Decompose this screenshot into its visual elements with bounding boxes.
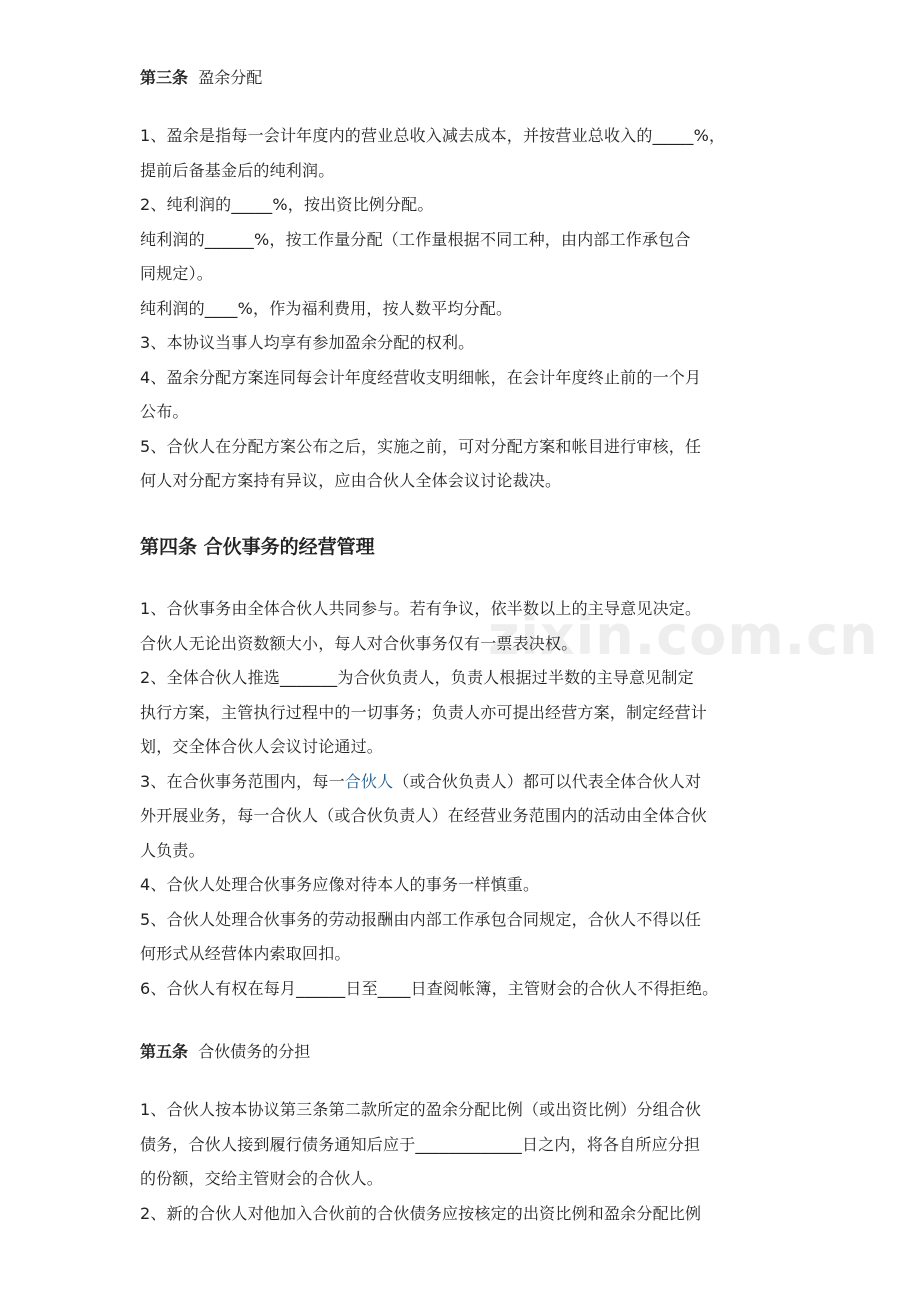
article-3-workload-line-2: 同规定）。 (140, 264, 214, 283)
article-5-clause-1-line-3: 的份额，交给主管财会的合伙人。 (140, 1169, 384, 1188)
article-4-clause-3-suffix: （或合伙负责人）都可以代表全体合伙人对 (393, 771, 702, 791)
article-3-workload-line-1: 纯利润的______%，按工作量分配（工作量根据不同工种，由内部工作承包合 (140, 229, 691, 249)
article-4-heading: 第四条 合伙事务的经营管理 (140, 536, 375, 558)
watermark: zixin.com.cn (488, 604, 879, 667)
article-5-clause-1-line-2: 债务，合伙人接到履行债务通知后应于_____________日之内，将各自所应分担 (140, 1134, 701, 1154)
article-3-clause-1-line-1: 1、盈余是指每一会计年度内的营业总收入减去成本，并按营业总收入的_____%， (140, 126, 726, 145)
article-3-clause-4-line-2: 公布。 (140, 402, 189, 421)
article-3-clause-5-line-1: 5、合伙人在分配方案公布之后，实施之前，可对分配方案和帐目进行审核，任 (140, 436, 702, 456)
article-3-clause-1-line-2: 提前后备基金后的纯利润。 (140, 160, 335, 180)
article-5-heading (140, 1040, 310, 1064)
article-5-title: 合伙债务的分担 (198, 1042, 311, 1061)
article-4-clause-6: 6、合伙人有权在每月______日至____日查阅帐簿，主管财会的合伙人不得拒绝。 (140, 978, 719, 998)
article-3-title: 盈余分配 (198, 68, 263, 87)
article-5-clause-2-line-1: 2、新的合伙人对他加入合伙前的合伙债务应按核定的出资比例和盈余分配比例 (140, 1203, 702, 1223)
article-4-clause-3-line-3: 人负责。 (140, 840, 205, 860)
article-4-clause-1-line-1: 1、合伙事务由全体合伙人共同参与。若有争议，依半数以上的主导意见决定。 (140, 599, 702, 618)
article-3-clause-3: 3、本协议当事人均享有参加盈余分配的权利。 (140, 333, 475, 352)
article-4-clause-4: 4、合伙人处理合伙事务应像对待本人的事务一样慎重。 (140, 875, 540, 894)
article-3-body (140, 119, 725, 499)
article-3-number: 第三条 (140, 68, 189, 87)
article-4-clause-1-line-2: 合伙人无论出资数额大小，每人对合伙事务仅有一票表决权。 (140, 633, 578, 653)
article-5-number: 第五条 (140, 1042, 189, 1061)
article-3-clause-4-line-1: 4、盈余分配方案连同每会计年度经营收支明细帐，在会计年度终止前的一个月 (140, 367, 702, 387)
article-3-clause-2: 2、纯利润的_____%，按出资比例分配。 (140, 195, 434, 214)
article-4-clause-3-prefix: 3、在合伙事务范围内，每一 (140, 771, 345, 791)
article-4-clause-3-line-1 (140, 765, 718, 800)
article-3-welfare: 纯利润的____%，作为福利费用，按人数平均分配。 (140, 298, 513, 318)
article-4-clause-2-line-2: 执行方案，主管执行过程中的一切事务；负责人亦可提出经营方案，制定经营计 (140, 702, 708, 722)
article-4-clause-5-line-1: 5、合伙人处理合伙事务的劳动报酬由内部工作承包合同规定，合伙人不得以任 (140, 909, 702, 929)
article-3-clause-5-line-2: 何人对分配方案持有异议，应由合伙人全体会议讨论裁决。 (140, 471, 562, 490)
article-5-clause-1-line-1: 1、合伙人按本协议第三条第二款所定的盈余分配比例（或出资比例）分组合伙 (140, 1100, 702, 1119)
article-5-body (140, 1093, 701, 1231)
article-3-heading (140, 66, 262, 90)
article-4-body (140, 592, 718, 1006)
article-4-clause-2-line-1: 2、全体合伙人推选_______为合伙负责人，负责人根据过半数的主导意见制定 (140, 668, 694, 687)
partner-link[interactable]: 合伙人 (344, 771, 394, 791)
article-4-clause-2-line-3: 划，交全体合伙人会议讨论通过。 (140, 737, 384, 756)
article-4-clause-3-line-2: 外开展业务，每一合伙人（或合伙负责人）在经营业务范围内的活动由全体合伙 (140, 806, 708, 825)
article-4-clause-5-line-2: 何形式从经营体内索取回扣。 (140, 944, 351, 963)
